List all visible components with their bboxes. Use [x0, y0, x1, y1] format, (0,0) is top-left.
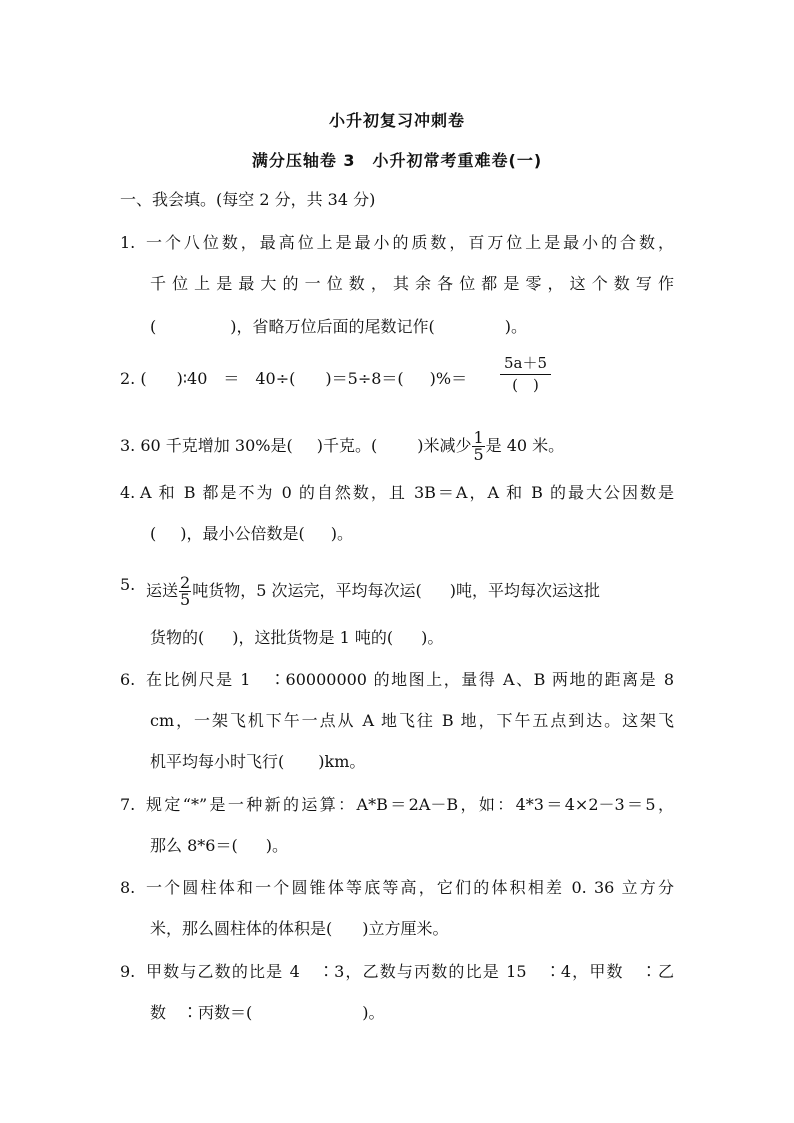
question-text: 一个圆柱体和一个圆锥体等底等高，它们的体积相差 0. 36 立方分	[146, 878, 674, 897]
question-text: 2. ( )∶40 ＝ 40÷( )＝5÷8＝( )%＝	[120, 369, 468, 388]
question-text: 那么 8*6＝( )。	[150, 836, 288, 855]
question-number: 8.	[120, 878, 136, 897]
question-text: 货物的( )，这批货物是 1 吨的( )。	[150, 628, 444, 647]
question-number: 5.	[120, 575, 136, 594]
question-number: 6.	[120, 670, 136, 689]
question-text: 一个八位数，最高位上是最小的质数，百万位上是最小的合数，	[146, 233, 674, 252]
question-text: 机平均每小时飞行( )km。	[150, 752, 366, 771]
question-number: 1.	[120, 233, 136, 252]
question-text: A 和 B 都是不为 0 的自然数，且 3B＝A，A 和 B 的最大公因数是	[140, 483, 674, 502]
fraction-one-fifth: $\frac{1}{5}$	[473, 428, 484, 464]
question-number: 2.	[120, 369, 136, 388]
fraction-two-fifths: $\frac{2}{5}$	[180, 573, 191, 609]
fraction-5a-plus-5: 5a＋5 ( )	[500, 354, 551, 394]
title-subtitle: 满分压轴卷 3 小升初常考重难卷(一)	[251, 151, 543, 170]
question-number: 3.	[120, 436, 136, 455]
question-text: cm，一架飞机下午一点从 A 地飞往 B 地，下午五点到达。这架飞	[150, 711, 674, 730]
question-text: 数 ∶丙数＝( )。	[150, 1003, 385, 1022]
title-main: 小升初复习冲刺卷	[328, 111, 465, 130]
question-text: 千位上是最大的一位数，其余各位都是零，这个数写作	[150, 274, 674, 293]
question-text: 米，那么圆柱体的体积是( )立方厘米。	[150, 919, 449, 938]
question-number: 4.	[120, 483, 136, 502]
question-number: 7.	[120, 795, 136, 814]
question-text: 3. 60 千克增加 30%是( )千克。( )米减少 $\frac{1}{5}$ 是 40 米。	[120, 428, 565, 464]
question-text: ( )，最小公倍数是( )。	[150, 524, 353, 543]
question-text: 甲数与乙数的比是 4 ∶3，乙数与丙数的比是 15 ∶4，甲数 ∶乙	[146, 962, 674, 981]
question-text: 规定“*”是一种新的运算：A*B＝2A－B，如：4*3＝4×2－3＝5，	[146, 795, 674, 814]
section-heading: 一、我会填。(每空 2 分，共 34 分)	[120, 190, 376, 209]
question-number: 9.	[120, 962, 136, 981]
question-text: 在比例尺是 1 ∶60000000 的地图上，量得 A、B 两地的距离是 8	[146, 670, 674, 689]
question-text: 运送 $\frac{2}{5}$ 吨货物，5 次运完，平均每次运( )吨，平均每次运这批	[146, 573, 600, 609]
question-text: ( )，省略万位后面的尾数记作( )。	[150, 317, 527, 336]
